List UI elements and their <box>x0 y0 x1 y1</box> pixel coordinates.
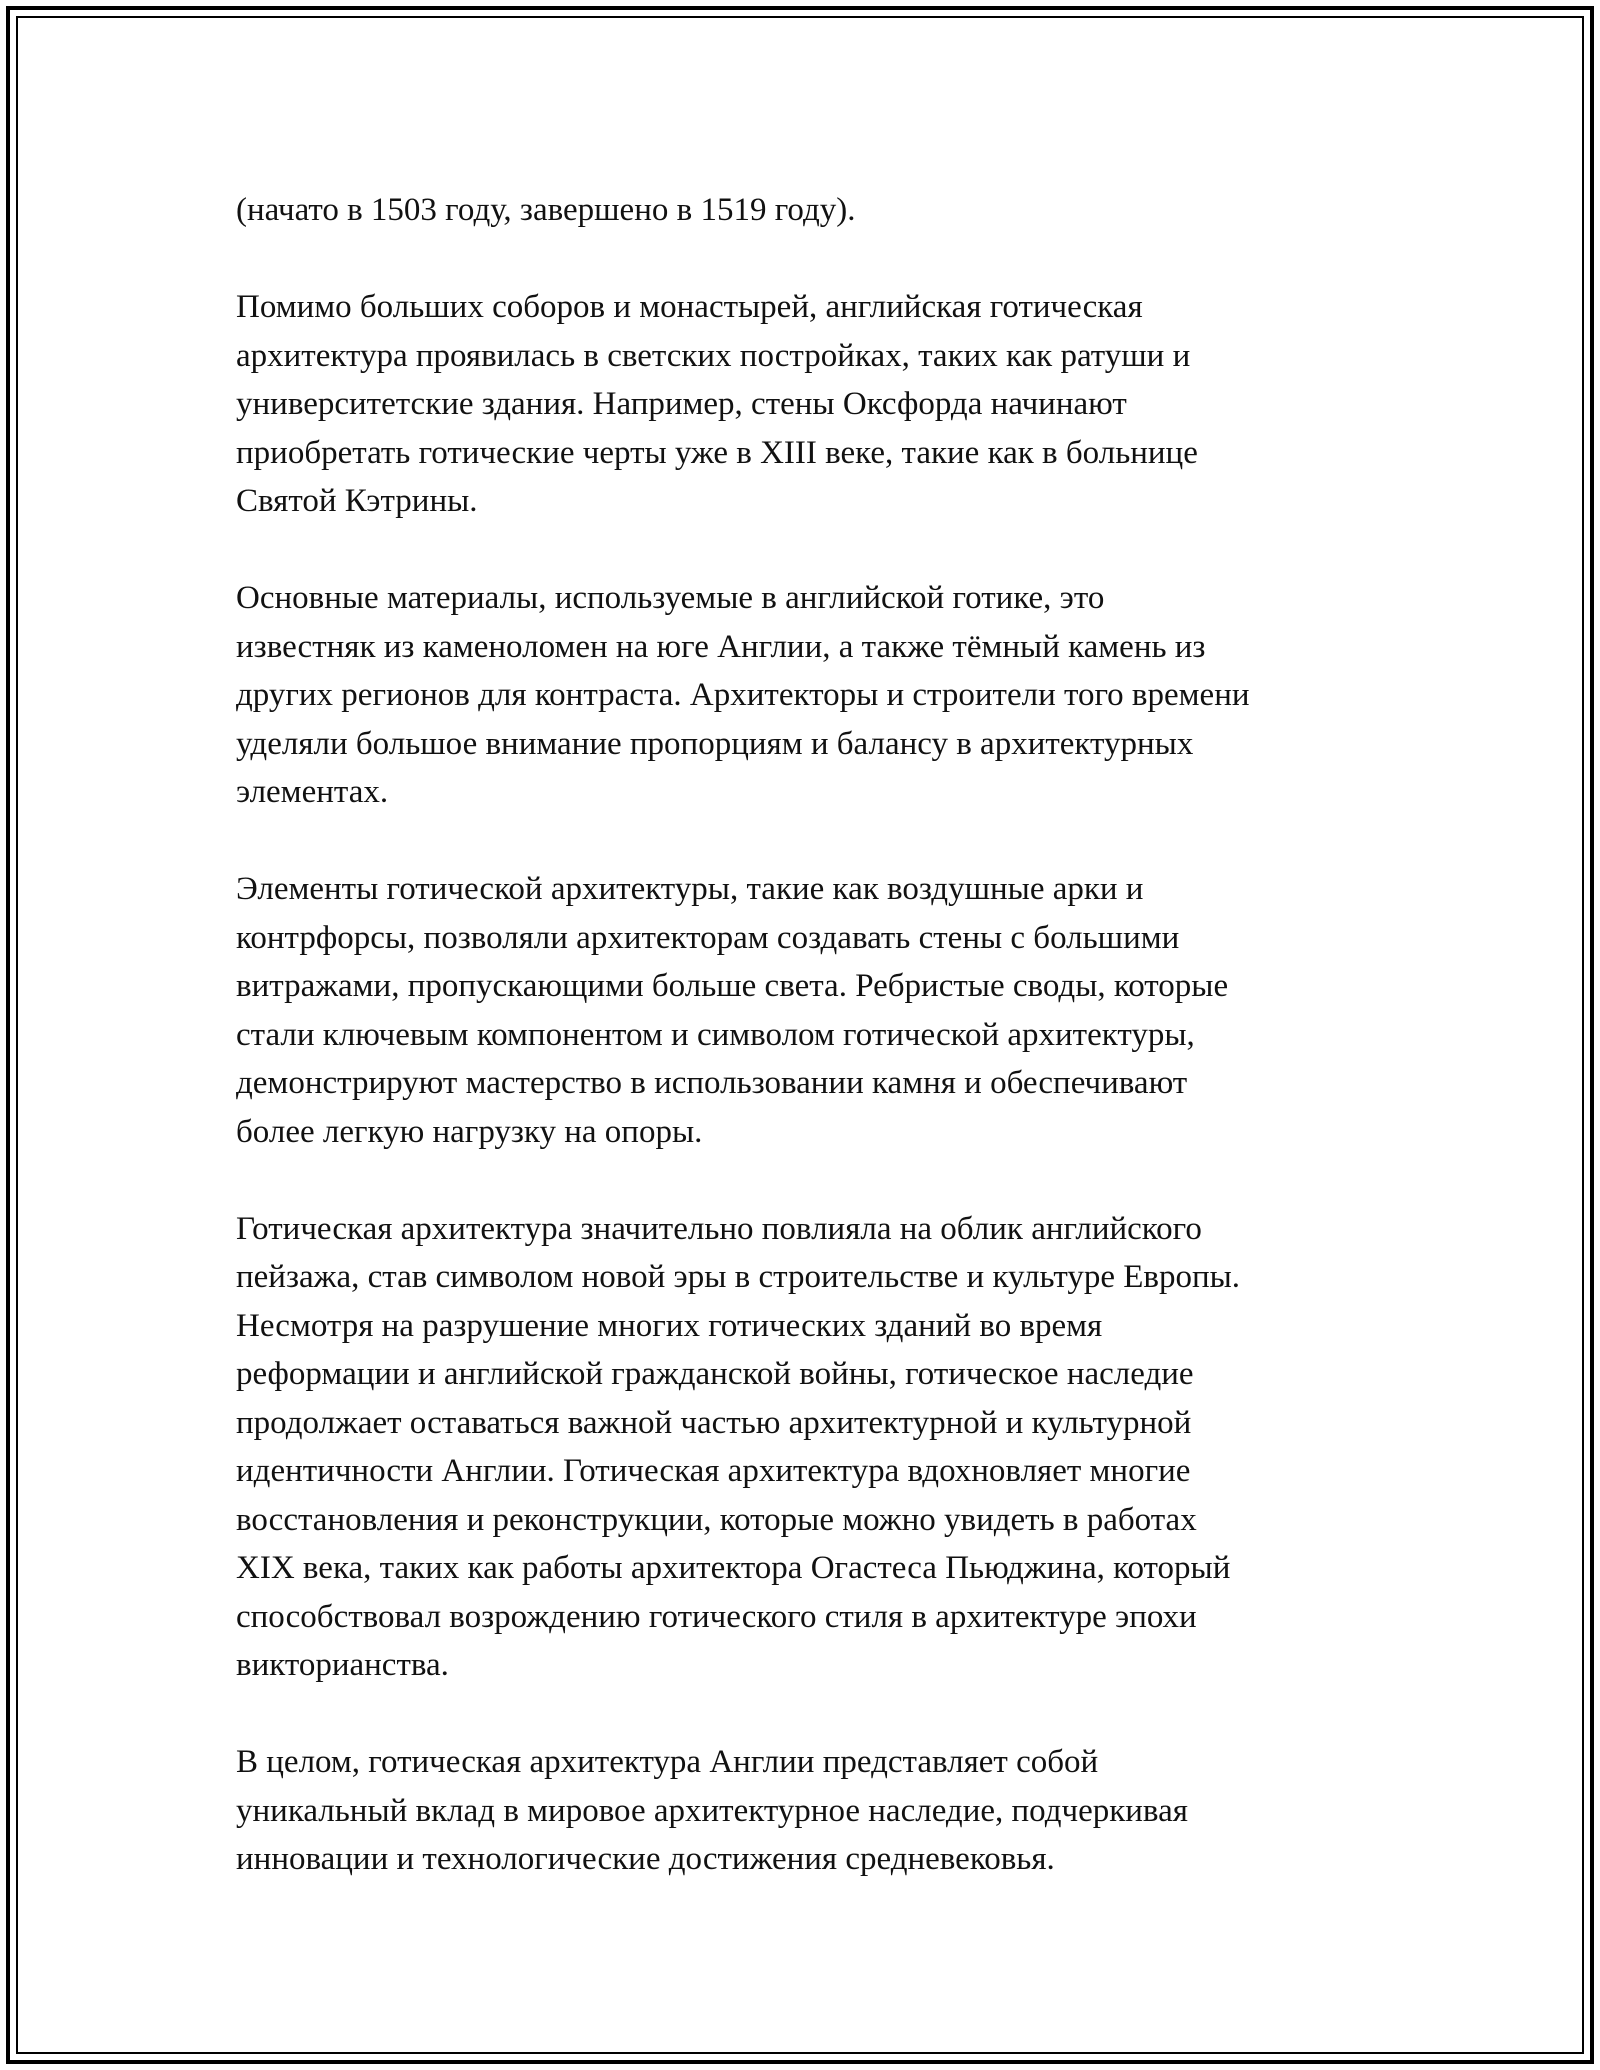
text-line: пейзажа, став символом новой эры в строительстве и культуре Европы. <box>236 1259 1241 1295</box>
paragraph-1 <box>236 186 1386 235</box>
paragraph-6 <box>236 1738 1386 1884</box>
text-line: Святой Кэтрины. <box>236 483 478 519</box>
text-line: элементах. <box>236 774 389 810</box>
paragraph-5 <box>236 1205 1386 1690</box>
text-line: Несмотря на разрушение многих готических зданий во время <box>236 1307 1103 1344</box>
text-line: контрфорсы, позволяли архитекторам создавать стены с большими <box>236 919 1180 956</box>
paragraph-4 <box>236 865 1386 1156</box>
paragraph-3 <box>236 574 1386 817</box>
text-line: XIX века, таких как работы архитектора Огастеса Пьюджина, который <box>236 1550 1231 1586</box>
text-line: Основные материалы, используемые в английской готике, это <box>236 580 1105 616</box>
text-line: викторианства. <box>236 1647 449 1683</box>
text-line: идентичности Англии. Готическая архитектура вдохновляет многие <box>236 1453 1191 1489</box>
text-line: других регионов для контраста. Архитекторы и строители того времени <box>236 677 1250 713</box>
text-line: витражами, пропускающими больше света. Ребристые своды, которые <box>236 968 1229 1004</box>
text-line: реформации и английской гражданской войны, готическое наследие <box>236 1356 1194 1392</box>
text-line: стали ключевым компонентом и символом готической архитектуры, <box>236 1016 1195 1053</box>
text-line: (начато в 1503 году, завершено в 1519 году). <box>236 192 856 228</box>
text-line: уделяли большое внимание пропорциям и балансу в архитектурных <box>236 725 1194 762</box>
text-line: Готическая архитектура значительно повлияла на облик английского <box>236 1210 1202 1247</box>
text-line: демонстрируют мастерство в использовании камня и обеспечивают <box>236 1065 1188 1101</box>
text-line: инновации и технологические достижения средневековья. <box>236 1841 1055 1877</box>
text-line: продолжает оставаться важной частью архитектурной и культурной <box>236 1404 1192 1441</box>
text-line: более легкую нагрузку на опоры. <box>236 1113 703 1150</box>
text-line: Помимо больших соборов и монастырей, английская готическая <box>236 289 1143 325</box>
text-line: известняк из каменоломен на юге Англии, а также тёмный камень из <box>236 628 1206 665</box>
text-line: В целом, готическая архитектура Англии представляет собой <box>236 1744 1099 1780</box>
text-line: архитектура проявилась в светских постройках, таких как ратуши и <box>236 337 1191 374</box>
text-line: Элементы готической архитектуры, такие как воздушные арки и <box>236 871 1144 907</box>
text-line: приобретать готические черты уже в XIII веке, такие как в больнице <box>236 434 1198 471</box>
text-line: уникальный вклад в мировое архитектурное наследие, подчеркивая <box>236 1792 1188 1829</box>
paragraph-2 <box>236 283 1386 526</box>
document-body <box>236 186 1386 1932</box>
text-line: способствовал возрождению готического стиля в архитектуре эпохи <box>236 1598 1197 1635</box>
text-line: университетские здания. Например, стены Оксфорда начинают <box>236 386 1127 422</box>
text-line: восстановления и реконструкции, которые можно увидеть в работах <box>236 1501 1197 1538</box>
